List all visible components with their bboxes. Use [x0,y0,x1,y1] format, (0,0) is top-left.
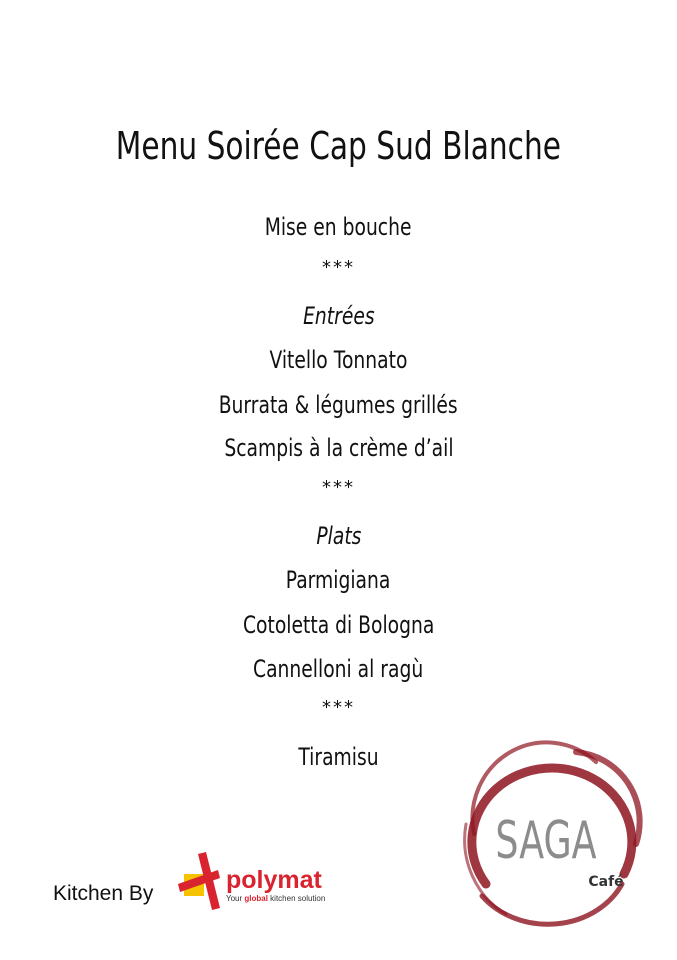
menu-title: Menu Soirée Cap Sud Blanche [115,124,562,168]
section-heading-plats: Plats [315,522,362,550]
polymat-name: polymat [226,866,322,894]
amuse-bouche: Mise en bouche [265,213,412,241]
dessert-item: Tiramisu [298,743,379,771]
saga-name: SAGA [495,809,597,871]
polymat-tagline: Your global kitchen solution [226,894,326,903]
separator: *** [322,697,355,718]
menu-item: Vitello Tonnato [269,346,408,374]
polymat-logo [178,852,338,912]
separator: *** [322,257,355,278]
menu-item: Scampis à la crème d’ail [223,434,454,462]
menu-item: Cannelloni al ragù [253,655,424,683]
menu-item: Burrata & légumes grillés [219,391,458,419]
saga-cafe-logo [446,734,646,934]
separator: *** [322,477,355,498]
menu-item: Cotoletta di Bologna [242,611,435,639]
kitchen-by-label: Kitchen By [53,882,154,905]
section-heading-entrees: Entrées [302,302,375,330]
saga-sub: Café [588,874,624,890]
polymat-x-logo-icon [178,852,220,910]
menu-item: Parmigiana [286,566,391,594]
